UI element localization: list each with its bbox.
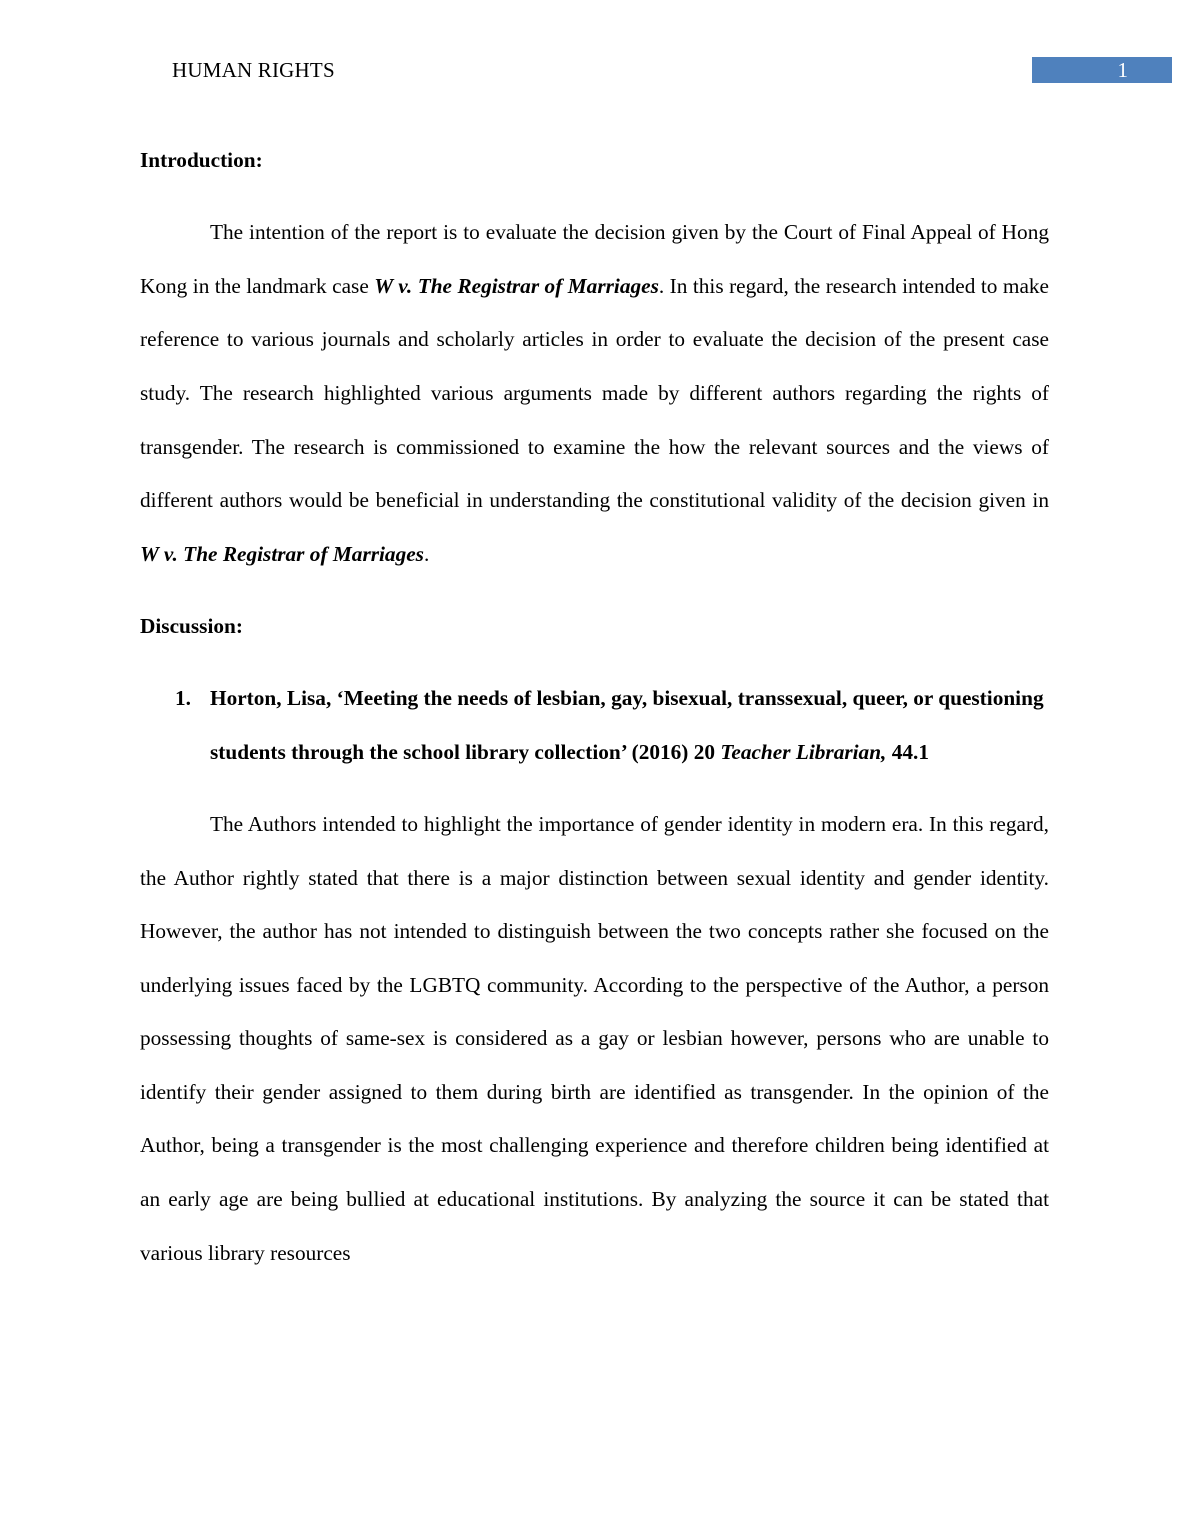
document-body — [140, 134, 1049, 1299]
introduction-heading: Introduction: — [140, 148, 263, 172]
page-number-box — [1032, 57, 1172, 83]
reference-citation-b: 44.1 — [886, 739, 929, 764]
running-head: HUMAN RIGHTS — [172, 58, 335, 82]
intro-text-a: The intention of the report is to evaluate the decision given by the Court of Final Appeal of Hong Kong in the landmark case — [140, 220, 1049, 298]
reference-number: 1. — [175, 686, 191, 711]
reference-journal: Teacher Librarian, — [720, 739, 887, 764]
introduction-paragraph — [140, 206, 1049, 581]
reference-list — [140, 672, 1049, 779]
discussion-heading: Discussion: — [140, 613, 243, 638]
intro-text-b: . In this regard, the research intended to make reference to various journals and scholarly articles in order to evaluate the decision of the present case study. The research highlighted various arguments made by different authors regarding the rights of transgender. The research is commissioned to examine the how the relevant sources and the views of different authors would be beneficial in understanding the constitutional validity of the decision given in — [140, 273, 1050, 513]
intro-text-c: . — [423, 541, 430, 566]
page-number: 1 — [1117, 58, 1128, 82]
case-name-second: W v. The Registrar of Marriages — [140, 541, 424, 566]
reference-citation-a: Horton, Lisa, ‘Meeting the needs of lesbian, gay, bisexual, transsexual, queer, or questioning students through the school library collection’ (2016) 20 — [210, 686, 1044, 764]
discussion-paragraph: The Authors intended to highlight the importance of gender identity in modern era. In this regard, the Author rightly stated that there is a major distinction between sexual identity and gender identity. However, the author has not intended to distinguish between the two concepts rather she focused on the underlying issues faced by the LGBTQ community. According to the perspective of the Author, a person possessing thoughts of same-sex is considered as a gay or lesbian however, persons who are unable to identify their gender assigned to them during birth are identified as transgender. In the opinion of the Author, being a transgender is the most challenging experience and therefore children being identified at an early age are being bullied at educational institutions. By analyzing the source it can be stated that various library resources — [140, 811, 1049, 1265]
reference-item — [140, 672, 1049, 779]
case-name: W v. The Registrar of Marriages — [374, 273, 659, 298]
